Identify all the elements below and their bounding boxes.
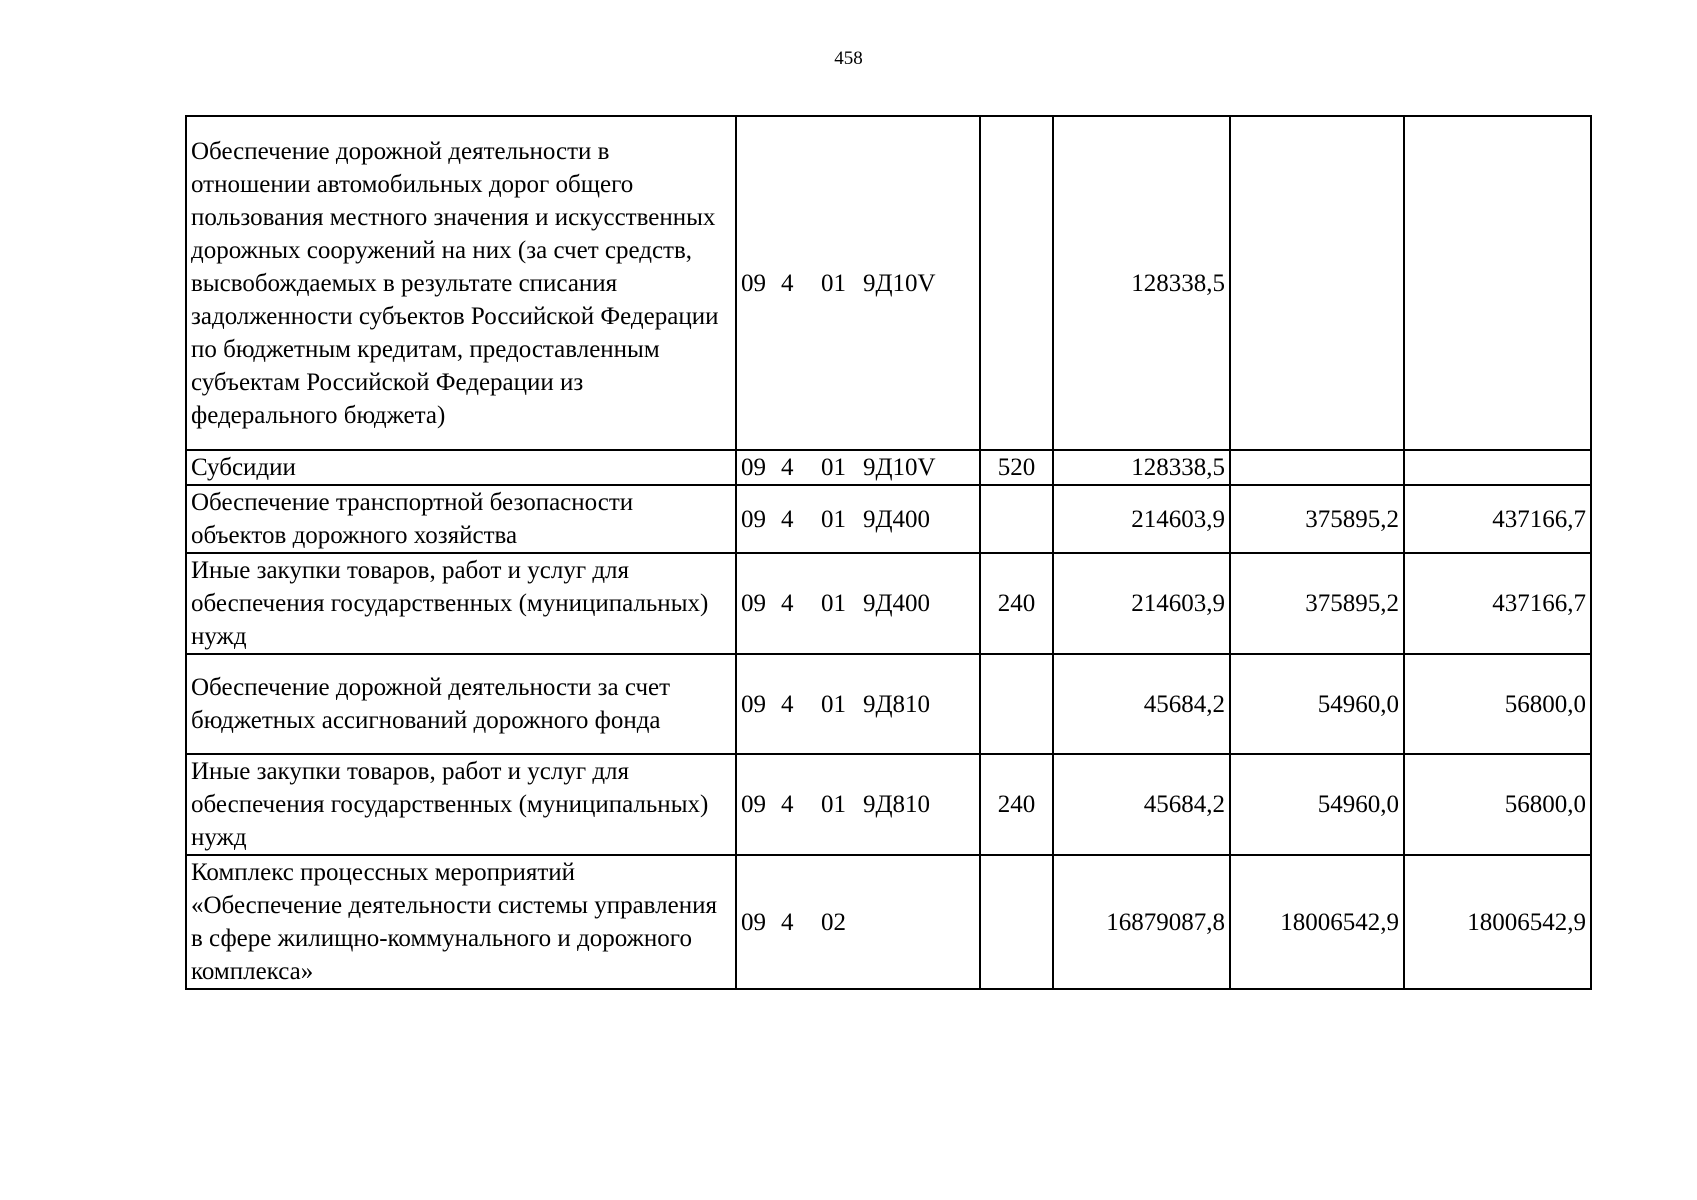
row-expense-type: 240: [980, 553, 1053, 654]
row-amount-year3: 56800,0: [1404, 654, 1591, 754]
code-subsection: 4: [781, 505, 794, 533]
code-subsection: 4: [781, 791, 794, 818]
row-name: Обеспечение транспортной безопасности объектов дорожного хозяйства: [186, 485, 736, 553]
row-amount-year1: 128338,5: [1053, 450, 1230, 485]
row-name: Иные закупки товаров, работ и услуг для обеспечения государственных (муниципальных) нужд: [186, 754, 736, 855]
row-name: Комплекс процессных мероприятий «Обеспечение деятельности системы управления в сфере жилищно-коммунального и дорожного комплекса»: [186, 855, 736, 989]
table-row: [186, 553, 1591, 654]
code-subsection: 4: [781, 269, 794, 297]
code-group: 02: [821, 908, 846, 936]
row-amount-year3: [1404, 450, 1591, 485]
row-expense-type: [980, 485, 1053, 553]
row-expense-type: [980, 855, 1053, 989]
code-group: 01: [821, 505, 846, 533]
table-row: [186, 654, 1591, 754]
row-amount-year1: 45684,2: [1053, 654, 1230, 754]
table-row: [186, 754, 1591, 855]
row-amount-year2: 375895,2: [1230, 553, 1404, 654]
row-amount-year2: 375895,2: [1230, 485, 1404, 553]
row-amount-year1: 214603,9: [1053, 485, 1230, 553]
row-amount-year1: 128338,5: [1053, 116, 1230, 450]
row-amount-year3: 56800,0: [1404, 754, 1591, 855]
row-target-code: [736, 116, 980, 450]
row-expense-type: [980, 116, 1053, 450]
code-article: 9Д400: [863, 505, 931, 533]
code-subsection: 4: [781, 690, 794, 718]
code-section: 09: [741, 269, 766, 297]
code-group: 01: [821, 791, 846, 818]
row-amount-year3: 18006542,9: [1404, 855, 1591, 989]
row-amount-year1: 45684,2: [1053, 754, 1230, 855]
code-group: 01: [821, 269, 846, 297]
row-name: Обеспечение дорожной деятельности в отношении автомобильных дорог общего пользования местного значения и искусственных дорожных сооружений на них (за счет средств, высвобождаемых в результате списания задолженности субъектов Российской Федерации по бюджетным кредитам, предоставленным субъектам Российской Федерации из федерального бюджета): [186, 116, 736, 450]
row-amount-year3: 437166,7: [1404, 553, 1591, 654]
code-group: 01: [821, 690, 846, 718]
code-section: 09: [741, 908, 766, 936]
row-amount-year2: 18006542,9: [1230, 855, 1404, 989]
code-section: 09: [741, 505, 766, 533]
code-article: 9Д10V: [863, 454, 936, 481]
code-article: 9Д810: [863, 791, 931, 818]
budget-table: [185, 115, 1592, 990]
row-name: Иные закупки товаров, работ и услуг для обеспечения государственных (муниципальных) нужд: [186, 553, 736, 654]
row-target-code: [736, 754, 980, 855]
row-target-code: [736, 450, 980, 485]
table-row: [186, 855, 1591, 989]
table-row: [186, 485, 1591, 553]
code-article: 9Д810: [863, 690, 931, 718]
row-amount-year1: 16879087,8: [1053, 855, 1230, 989]
code-group: 01: [821, 590, 846, 617]
table-row: [186, 116, 1591, 450]
row-amount-year3: [1404, 116, 1591, 450]
table-row: [186, 450, 1591, 485]
code-subsection: 4: [781, 908, 794, 936]
code-section: 09: [741, 454, 766, 481]
row-target-code: [736, 485, 980, 553]
row-name: Субсидии: [186, 450, 736, 485]
code-section: 09: [741, 590, 766, 617]
row-target-code: [736, 553, 980, 654]
code-section: 09: [741, 791, 766, 818]
code-subsection: 4: [781, 590, 794, 617]
row-amount-year2: [1230, 116, 1404, 450]
row-expense-type: 240: [980, 754, 1053, 855]
row-amount-year2: 54960,0: [1230, 754, 1404, 855]
row-amount-year1: 214603,9: [1053, 553, 1230, 654]
row-target-code: [736, 654, 980, 754]
code-article: 9Д10V: [863, 269, 936, 297]
row-expense-type: [980, 654, 1053, 754]
page-number: 458: [834, 48, 863, 69]
row-amount-year3: 437166,7: [1404, 485, 1591, 553]
row-amount-year2: [1230, 450, 1404, 485]
code-subsection: 4: [781, 454, 794, 481]
row-target-code: [736, 855, 980, 989]
code-article: 9Д400: [863, 590, 931, 617]
row-expense-type: 520: [980, 450, 1053, 485]
code-section: 09: [741, 690, 766, 718]
row-name: Обеспечение дорожной деятельности за счет бюджетных ассигнований дорожного фонда: [186, 654, 736, 754]
row-amount-year2: 54960,0: [1230, 654, 1404, 754]
code-group: 01: [821, 454, 846, 481]
